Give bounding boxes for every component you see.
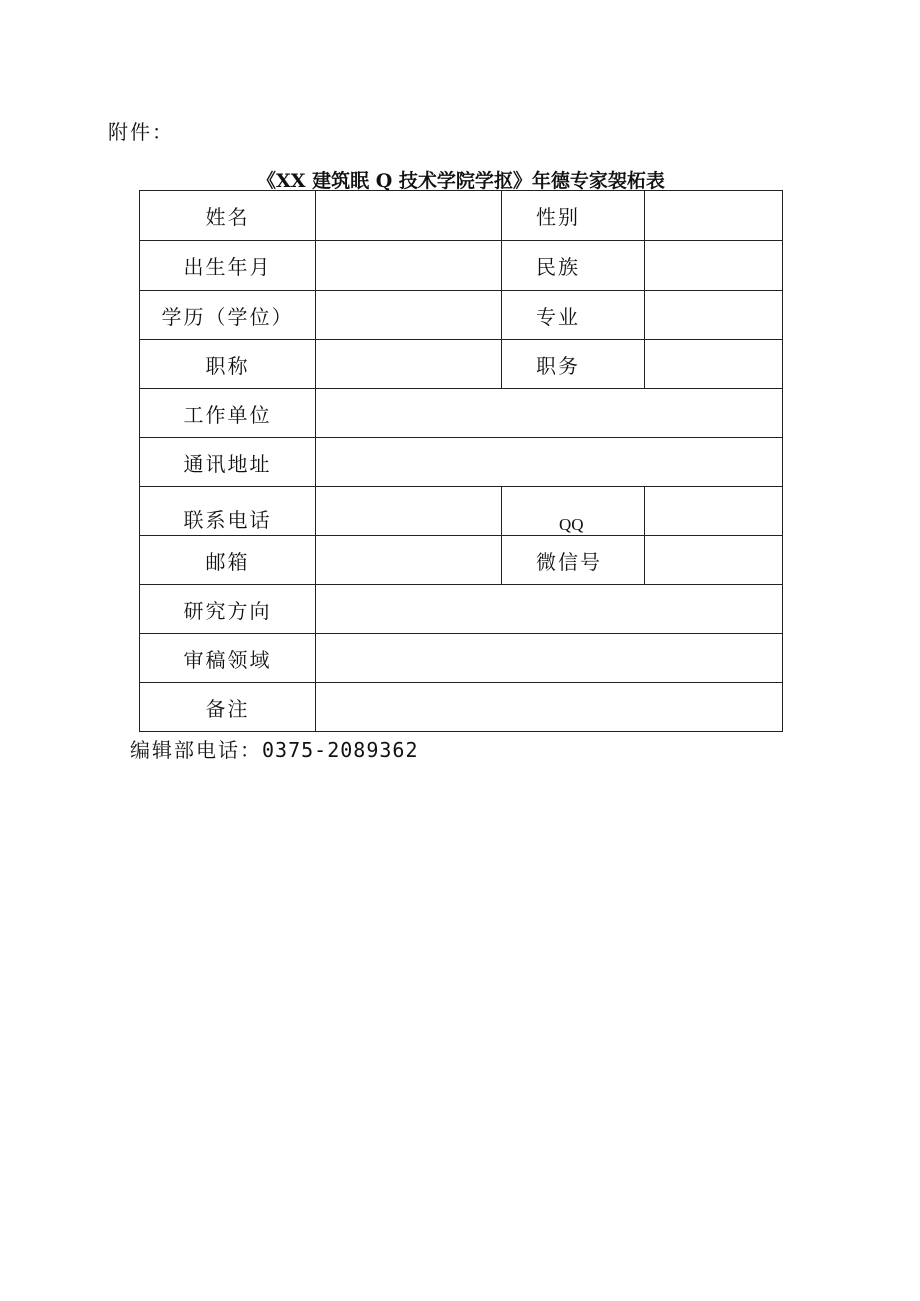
review-field-field[interactable] — [316, 634, 783, 683]
table-row — [140, 536, 783, 585]
table-row — [140, 585, 783, 634]
wechat-field[interactable] — [645, 536, 783, 585]
ethnicity-field[interactable] — [645, 241, 783, 291]
table-row — [140, 241, 783, 291]
attachment-label: 附件： — [108, 120, 174, 144]
birth-label: 出生年月 — [140, 241, 316, 291]
major-label: 专业 — [502, 291, 645, 340]
qq-field[interactable] — [645, 487, 783, 536]
research-label: 研究方向 — [140, 585, 316, 634]
gender-field[interactable] — [645, 191, 783, 241]
table-row — [140, 438, 783, 487]
name-label: 姓名 — [140, 191, 316, 241]
wechat-label: 微信号 — [502, 536, 645, 585]
table-row — [140, 487, 783, 536]
title-label: 职称 — [140, 340, 316, 389]
education-field[interactable] — [316, 291, 502, 340]
workplace-label: 工作单位 — [140, 389, 316, 438]
editorial-phone-label: 编辑部电话： — [130, 738, 262, 762]
expert-registration-table — [139, 190, 783, 732]
phone-label: 联系电话 — [140, 487, 316, 536]
major-field[interactable] — [645, 291, 783, 340]
title-field[interactable] — [316, 340, 502, 389]
gender-label: 性别 — [502, 191, 645, 241]
remarks-field[interactable] — [316, 683, 783, 732]
editorial-phone-number: 0375-2089362 — [262, 738, 419, 762]
editorial-phone — [130, 734, 419, 763]
name-field[interactable] — [316, 191, 502, 241]
address-label: 通讯地址 — [140, 438, 316, 487]
birth-field[interactable] — [316, 241, 502, 291]
table-row — [140, 683, 783, 732]
table-row — [140, 291, 783, 340]
form-title: 《XX 建筑眠 Q 技术学院学抠》年德专家袈柘表 — [257, 170, 665, 192]
review-field-label: 审稿领域 — [140, 634, 316, 683]
ethnicity-label: 民族 — [502, 241, 645, 291]
table-row — [140, 389, 783, 438]
email-label: 邮箱 — [140, 536, 316, 585]
email-field[interactable] — [316, 536, 502, 585]
phone-field[interactable] — [316, 487, 502, 536]
table-row — [140, 634, 783, 683]
address-field[interactable] — [316, 438, 783, 487]
remarks-label: 备注 — [140, 683, 316, 732]
position-label: 职务 — [502, 340, 645, 389]
education-label: 学历（学位） — [140, 291, 316, 340]
research-field[interactable] — [316, 585, 783, 634]
table-row — [140, 191, 783, 241]
table-row — [140, 340, 783, 389]
position-field[interactable] — [645, 340, 783, 389]
workplace-field[interactable] — [316, 389, 783, 438]
qq-label: QQ — [502, 487, 645, 536]
